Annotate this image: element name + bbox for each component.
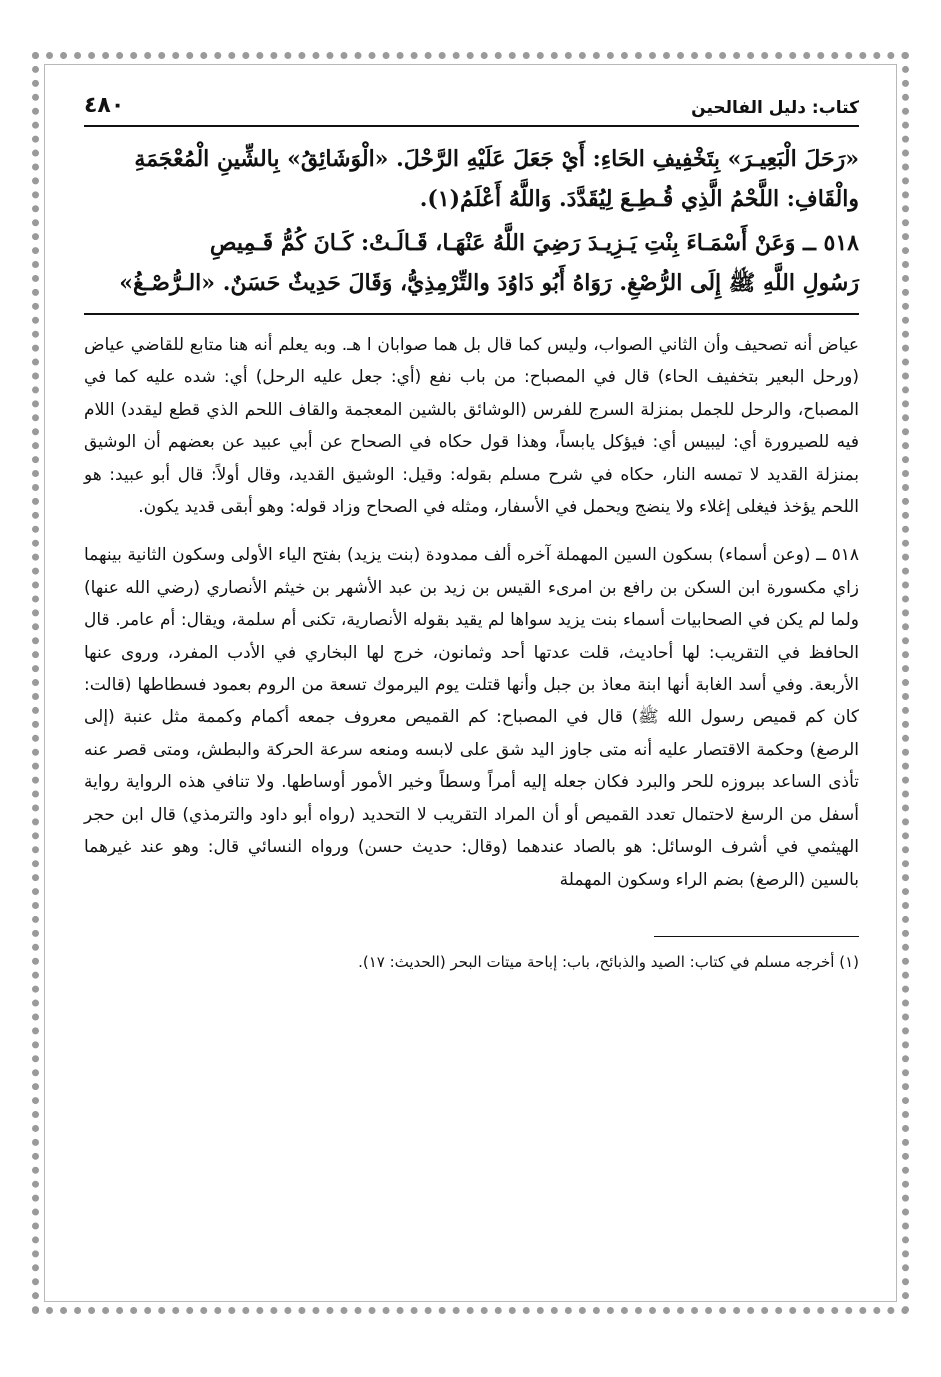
book-title: كتاب: دليل الفالحين bbox=[691, 98, 859, 118]
commentary-paragraph-1: عياض أنه تصحيف وأن الثاني الصواب، وليس كما قال بل هما صوابان ا هـ. وبه يعلم أنه هنا متابع للقاضي عياض (ورحل البعير بتخفيف الحاء) قال في المصباح: من باب نفع (أي: جعل عليه الرحل) أي: شده عليه كما في المصباح، والرحل للجمل بمنزلة السرج للفرس (الوشائق بالشين المعجمة والقاف اللحم الذي قطع ليقدد) اللام فيه للصيرورة أي: ليبيس أي: فيؤكل يابساً، وهذا قول حكاه في الصحاح عن أبي عبيد عن بعضهم أن الوشيق بمنزلة القديد لا تمسه النار، حكاه في شرح مسلم بقوله: وقيل: الوشيق القديد، وقال أولاً: قال أبو عبيد: هو اللحم يؤخذ فيغلى إغلاء ولا ينضج ويحمل في الأسفار، ومثله في الصحاح وزاد قوله: وهو أبقى قديد يكون. bbox=[84, 335, 859, 518]
footnote-divider bbox=[654, 936, 859, 937]
main-line-1: «رَحَلَ الْبَعِيـرَ» بِتَخْفِيفِ الحَاءِ: أَيْ جَعَلَ عَلَيْهِ الرَّحْلَ. «الْوَشَائِقُ» بِالشِّينِ الْمُعْجَمَةِ bbox=[134, 146, 859, 172]
main-text bbox=[84, 139, 859, 303]
page-header bbox=[84, 88, 859, 127]
hadith-line-2: رَسُولِ اللَّهِ ﷺ إِلَى الرُّصْغِ. رَوَاهُ أَبُو دَاوُدَ والتِّرْمِذِيُّ، وَقَالَ حَدِيثٌ حَسَنٌ. «الـرُّصْـغُ» bbox=[119, 270, 859, 296]
section-divider bbox=[84, 313, 859, 315]
footnote: (١) أخرجه مسلم في كتاب: الصيد والذبائح، باب: إباحة ميتات البحر (الحديث: ١٧). bbox=[358, 952, 859, 971]
commentary-paragraph-2: ٥١٨ ــ (وعن أسماء) بسكون السين المهملة آخره ألف ممدودة (بنت يزيد) بفتح الياء الأولى وسكون الثانية بينهما زاي مكسورة ابن السكن بن رافع بن امرىء القيس بن زيد بن عبد الأشهر بن خيثم الأنصاري (رضي الله عنها) ولما لم يكن في الصحابيات أسماء بنت يزيد سواها لم يقيد بقوله الأنصارية، تكنى أم سلمة، ويقال: أم عامر. قال الحافظ في التقريب: لها أحاديث، قلت عدتها أحد وثمانون، خرج لها البخاري في الأدب المفرد، وروى عنها الأربعة. وفي أسد الغابة أنها ابنة معاذ بن جبل وأنها قتلت يوم اليرموك تسعة من الروم بعمود فسطاطها (قالت: كان كم قميص رسول الله ﷺ) قال في المصباح: كم القميص معروف جمعه أكمام وكممة مثل عنبة (إلى الرصغ) وحكمة الاقتصار عليه أنه متى جاوز اليد شق على لابسه ومنعه سرعة الحركة والبطش، ومتى قصر عنه تأذى الساعد ببروزه للحر والبرد فكان جعله إليه أمراً وسطاً وخير الأمور أوساطها. ولا تنافي هذه الرواية رواية أسفل من الرسغ لاحتمال تعدد القميص أو أن المراد التقريب لا التحديد (رواه أبو داود والترمذي) قال ابن حجر الهيثمي في أشرف الوسائل: هو بالصاد عندهما (وقال: حديث حسن) ورواه النسائي قال: وهو عند غيرهما بالسين (الرصغ) بضم الراء وسكون المهملة bbox=[84, 545, 859, 890]
page bbox=[84, 88, 859, 971]
main-line-2: والْقَافِ: اللَّحْمُ الَّذِي قُـطِـعَ لِيُقَدَّدَ. وَاللَّهُ أَعْلَمُ(١). bbox=[419, 186, 859, 212]
page-number: ٤٨٠ bbox=[84, 93, 125, 118]
hadith-line-1: ٥١٨ ــ وَعَنْ أَسْمَـاءَ بِنْتِ يَـزِيـدَ رَضِيَ اللَّهُ عَنْهَـا، قَـالَـتْ: كَـانَ كُمُّ قَـمِيصِ bbox=[209, 230, 859, 256]
commentary bbox=[84, 329, 859, 896]
